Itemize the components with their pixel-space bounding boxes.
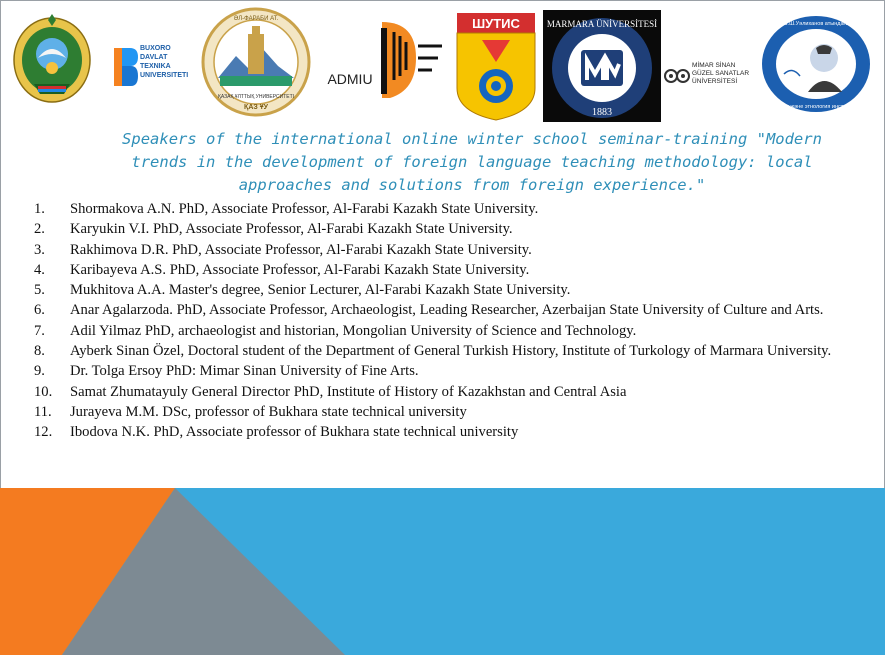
list-item-number: 7. xyxy=(34,322,45,339)
shutis-wordmark: ШУТИС xyxy=(472,16,520,31)
list-item-text: Anar Agalarzoda. PhD, Associate Professor, Archaeologist, Leading Researcher, Azerbaijan State University of Culture and Arts. xyxy=(70,302,824,319)
list-item-number: 4. xyxy=(34,261,45,278)
page-title: Speakers of the international online winter school seminar-training "Modern trends in the development of foreign language teaching methodology: local approaches and solutions from foreign experience." xyxy=(122,130,822,194)
list-item xyxy=(34,402,864,422)
msgsu-owl-icon xyxy=(664,66,690,86)
list-item-text: Ayberk Sinan Özel, Doctoral student of the Department of General Turkish History, Institute of Turkology of Marmara University. xyxy=(70,343,832,360)
bdtu-mark-icon xyxy=(112,42,138,90)
list-item-text: Karibayeva A.S. PhD, Associate Professor, Al-Farabi Kazakh State University. xyxy=(70,261,530,278)
kaznu-logo xyxy=(200,6,312,118)
list-item xyxy=(34,300,864,320)
marmara-university-logo xyxy=(543,10,661,122)
list-item-number: 6. xyxy=(34,302,45,319)
list-item-number: 2. xyxy=(34,221,45,238)
shutis-logo xyxy=(456,12,536,122)
list-item-number: 5. xyxy=(34,282,45,299)
logo-strip xyxy=(0,6,885,124)
list-item xyxy=(34,240,864,260)
admiu-logo xyxy=(320,18,452,104)
list-item-text: Adil Yilmaz PhD, archaeologist and historian, Mongolian University of Science and Technology. xyxy=(70,322,637,339)
list-item-text: Mukhitova A.A. Master's degree, Senior Lecturer, Al-Farabi Kazakh State University. xyxy=(70,282,571,299)
list-item-number: 9. xyxy=(34,363,45,380)
list-item xyxy=(34,280,864,300)
list-item-text: Shormakova A.N. PhD, Associate Professor, Al-Farabi Kazakh State University. xyxy=(70,201,539,217)
list-item-number: 12. xyxy=(34,424,53,441)
list-item-text: Ibodova N.K. PhD, Associate professor of Bukhara state technical university xyxy=(70,424,519,441)
list-item xyxy=(34,422,864,442)
ualikhanov-arc-bottom: Тарих және этнология институты xyxy=(773,104,859,110)
msgsu-logo xyxy=(664,62,758,98)
list-item xyxy=(34,361,864,381)
decorative-footer-band xyxy=(0,488,885,655)
list-item-text: Dr. Tolga Ersoy PhD: Mimar Sinan University of Fine Arts. xyxy=(70,363,419,380)
slide-border-top xyxy=(0,0,885,1)
list-item-text: Jurayeva M.M. DSc, professor of Bukhara state technical university xyxy=(70,403,467,420)
list-item-number: 8. xyxy=(34,343,45,360)
list-item xyxy=(34,341,864,361)
kaznu-abbr: ҚАЗ ҰУ xyxy=(244,104,268,111)
list-item-number: 1. xyxy=(34,201,45,217)
list-item-text: Rakhimova D.R. PhD, Associate Professor, Al-Farabi Kazakh State University. xyxy=(70,241,532,258)
list-item xyxy=(34,199,864,219)
kaznu-caption: ҚАЗАҚ ҰЛТТЫҚ УНИВЕРСИТЕТІ xyxy=(217,94,295,100)
bdtu-line-2: DAVLAT xyxy=(140,54,168,61)
msgsu-line-1: MİMAR SİNAN xyxy=(692,62,736,69)
bdtu-line-1: BUXORO xyxy=(140,45,171,52)
msgsu-line-2: GÜZEL SANATLAR xyxy=(692,70,750,77)
msgsu-line-3: ÜNİVERSİTESİ xyxy=(692,78,738,85)
bdtu-line-3: TEXNIKA xyxy=(140,63,171,70)
uzbekistan-emblem-logo xyxy=(8,10,96,106)
list-item-number: 10. xyxy=(34,383,53,400)
admiu-wordmark: ADMIU xyxy=(327,71,373,87)
marmara-arc-text: MARMARA ÜNİVERSİTESİ xyxy=(546,19,658,29)
ualikhanov-arc-top: Ш.Ш.Уәлиханов атындағы xyxy=(782,21,850,27)
list-item-number: 3. xyxy=(34,241,45,258)
ualikhanov-institute-logo xyxy=(760,14,872,114)
list-item xyxy=(34,321,864,341)
speaker-list xyxy=(34,199,864,443)
list-item xyxy=(34,260,864,280)
kaznu-arc-text: ӘЛ-ФАРАБИ АТ. xyxy=(233,16,279,22)
bdtu-line-4: UNIVERSITETI xyxy=(140,72,189,79)
marmara-year: 1883 xyxy=(592,107,612,118)
list-item xyxy=(34,219,864,239)
list-item-text: Karyukin V.I. PhD, Associate Professor, Al-Farabi Kazakh State University. xyxy=(70,221,513,238)
list-item-text: Samat Zhumatayuly General Director PhD, Institute of History of Kazakhstan and Central Asia xyxy=(70,383,627,400)
bdtu-logo xyxy=(112,40,192,90)
list-item-number: 11. xyxy=(34,403,52,420)
list-item xyxy=(34,382,864,402)
